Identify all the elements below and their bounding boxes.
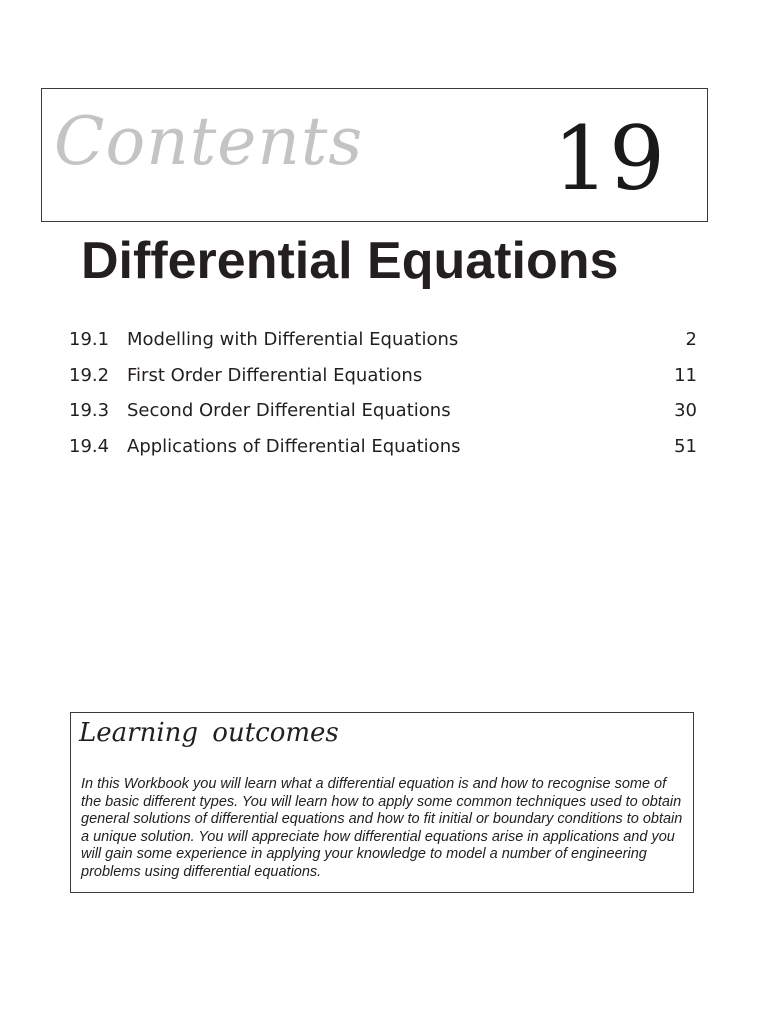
toc-entry-number: 19.1 xyxy=(69,329,110,350)
toc-entry[interactable] xyxy=(69,396,697,432)
toc-entry-page: 2 xyxy=(685,329,697,350)
learning-outcomes-box xyxy=(70,712,694,893)
contents-label: Contents xyxy=(54,103,364,180)
toc-entry-page: 51 xyxy=(674,435,697,457)
chapter-number: 19 xyxy=(553,107,665,210)
toc-entry-page: 11 xyxy=(674,364,697,386)
toc-entry-number: 19.4 xyxy=(69,435,110,457)
toc-entry-title: First Order Differential Equations xyxy=(127,364,423,386)
toc-entry[interactable] xyxy=(69,325,697,361)
toc-entry-number: 19.2 xyxy=(69,364,110,386)
learning-outcomes-heading: Learning outcomes xyxy=(79,718,339,748)
toc-entry-title: Applications of Differential Equations xyxy=(127,435,461,457)
toc-entry-title: Modelling with Differential Equations xyxy=(127,329,459,350)
toc-entry[interactable] xyxy=(69,432,697,468)
toc-entry-title: Second Order Differential Equations xyxy=(127,400,451,421)
table-of-contents xyxy=(69,325,697,467)
toc-entry-page: 30 xyxy=(674,400,697,421)
page-title: Differential Equations xyxy=(81,232,619,290)
toc-entry[interactable] xyxy=(69,361,697,397)
toc-entry-number: 19.3 xyxy=(69,400,110,421)
learning-outcomes-text: In this Workbook you will learn what a differential equation is and how to recognise some of the basic different types. You will learn how to apply some common techniques used to obtain general solutions of differential equations and how to fit initial or boundary conditions to obtain a unique solution. You will appreciate how differential equations arise in applications and you will gain some experience in applying your knowledge to model a number of engineering problems using differential equations. xyxy=(81,776,683,880)
header-box xyxy=(41,88,708,222)
